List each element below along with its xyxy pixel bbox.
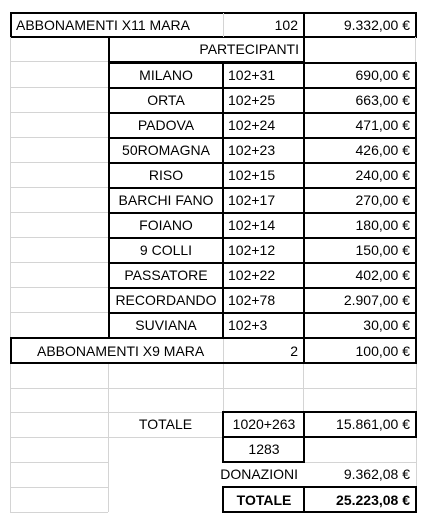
participant-count[interactable]: 102+24 [228, 117, 276, 133]
gridline [10, 462, 108, 463]
gridline [10, 364, 11, 512]
totale-count[interactable]: 1020+263 [232, 416, 296, 432]
gridline [10, 112, 108, 113]
participant-name[interactable]: RECORDANDO [115, 292, 217, 308]
participant-name[interactable]: ORTA [147, 92, 185, 108]
participant-amount[interactable]: 426,00 € [355, 142, 410, 158]
gridline [10, 212, 108, 213]
participant-count[interactable]: 102+31 [228, 67, 276, 83]
abbonamenti-x11-count[interactable]: 102 [274, 17, 298, 33]
participant-amount[interactable]: 240,00 € [355, 167, 410, 183]
gridline [10, 388, 417, 389]
participant-name[interactable]: BARCHI FANO [118, 192, 214, 208]
participant-name[interactable]: MILANO [139, 67, 193, 83]
participant-count[interactable]: 102+17 [228, 192, 276, 208]
participant-name[interactable]: SUVIANA [135, 317, 197, 333]
participant-amount[interactable]: 180,00 € [355, 217, 410, 233]
gridline [10, 312, 108, 313]
abbonamenti-x9-count[interactable]: 2 [290, 343, 298, 359]
totale-amount[interactable]: 15.861,00 € [336, 416, 410, 432]
participant-count[interactable]: 102+78 [228, 292, 276, 308]
gridline [10, 187, 108, 188]
partecipanti-header[interactable]: PARTECIPANTI [199, 41, 299, 57]
gridline [10, 487, 108, 488]
gridline [10, 287, 108, 288]
participant-count[interactable]: 102+15 [228, 167, 276, 183]
gridline [10, 137, 108, 138]
gridline [10, 437, 108, 438]
participant-amount[interactable]: 690,00 € [355, 67, 410, 83]
gridline [10, 87, 108, 88]
participant-count[interactable]: 102+14 [228, 217, 276, 233]
gridline [10, 262, 108, 263]
gridline [108, 364, 109, 512]
participant-amount[interactable]: 30,00 € [363, 317, 410, 333]
gridline [10, 162, 108, 163]
totale-label[interactable]: TOTALE [138, 416, 193, 432]
border [303, 37, 305, 62]
abbonamenti-x11-amount[interactable]: 9.332,00 € [343, 17, 410, 33]
participant-count[interactable]: 102+3 [228, 317, 268, 333]
participant-count[interactable]: 102+25 [228, 92, 276, 108]
grand-total-amount[interactable]: 25.223,08 € [336, 492, 410, 508]
participant-amount[interactable]: 471,00 € [355, 117, 410, 133]
gridline [10, 61, 108, 62]
participant-amount[interactable]: 2.907,00 € [343, 292, 410, 308]
participant-name[interactable]: PASSATORE [124, 267, 208, 283]
participant-count[interactable]: 102+12 [228, 242, 276, 258]
gridline [415, 37, 416, 62]
abbonamenti-x9-amount[interactable]: 100,00 € [355, 343, 410, 359]
gridline [108, 437, 222, 438]
participant-name[interactable]: FOIANO [139, 217, 193, 233]
participant-name[interactable]: RISO [148, 167, 184, 183]
donazioni-amount[interactable]: 9.362,08 € [343, 466, 410, 482]
participant-amount[interactable]: 402,00 € [355, 267, 410, 283]
participant-count[interactable]: 102+23 [228, 142, 276, 158]
gridline [10, 237, 108, 238]
participant-amount[interactable]: 150,00 € [355, 242, 410, 258]
sum-participants[interactable]: 1283 [248, 441, 280, 457]
abbonamenti-x9-label[interactable]: ABBONAMENTI X9 MARA [37, 343, 205, 359]
donazioni-label[interactable]: DONAZIONI [220, 466, 298, 482]
participant-name[interactable]: PADOVA [137, 117, 195, 133]
participant-name[interactable]: 50ROMAGNA [122, 142, 210, 158]
participant-amount[interactable]: 663,00 € [355, 92, 410, 108]
grand-total-label[interactable]: TOTALE [236, 492, 292, 508]
gridline [10, 512, 108, 513]
abbonamenti-x11-label[interactable]: ABBONAMENTI X11 MARA [16, 17, 191, 33]
participant-amount[interactable]: 270,00 € [355, 192, 410, 208]
participant-count[interactable]: 102+22 [228, 267, 276, 283]
participant-name[interactable]: 9 COLLI [139, 242, 193, 258]
